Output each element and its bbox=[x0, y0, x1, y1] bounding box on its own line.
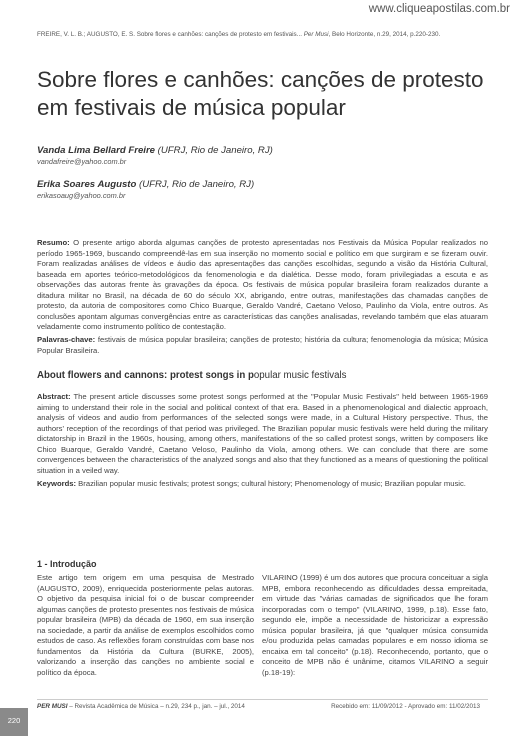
author-email[interactable]: vandafreire@yahoo.com.br bbox=[37, 157, 127, 166]
resumo-text: O presente artigo aborda algumas canções de protesto apresentadas nos Festivais da Música Popular realizados no período 1965-1969, buscando compreendê-las em sua inserção no momento social e político em que surgiram e se fizeram ouvir. Foram realizadas análises de vídeos e áudio das apresentações das canções escolhidas, segundo a visão da História Cultural, baseada em aportes teórico-metodológicos da fenomenologia e da dialética. Desse modo, foram privilegiadas a escuta e as observações das autoras frente às gravações da época. Os festivais de música popular brasileira foram realizados durante a ditadura militar no Brasil, na década de 60 do século XX, abrigando, entre outras, manifestações das chamadas canções de protesto, da autoria de compositores como Chico Buarque, Geraldo Vandré, Caetano Veloso, Paulinho da Viola, entre outros. As conclusões apontam algumas convergências entre as características das canções analisadas, revelando também que elas atuaram veladamente como instrumento político de contestação. bbox=[37, 238, 488, 332]
running-head-prefix: FREIRE, V. L. B.; AUGUSTO, E. S. Sobre flores e canhões: canções de protesto em festivais... bbox=[37, 31, 304, 38]
running-head-suffix: , Belo Horizonte, n.29, 2014, p.220-230. bbox=[328, 31, 441, 38]
footer-citation bbox=[37, 703, 245, 710]
intro-left-column: Este artigo tem origem em uma pesquisa de Mestrado (AUGUSTO, 2009), enriquecida posteriormente pelas autoras. O objetivo da pesquisa inicial foi o de buscar compreender algumas canções de protesto presentes nos festivais de música popular brasileira (MPB) da década de 1960, em sua inserção na sociedade, a partir da análise de exemplos escolhidos como estudos de caso. As reflexões foram construídas com base nos fundamentos da História da Cultura (BURKE, 2005), valorizando a inserção das canções no ambiente social e político da época. bbox=[37, 573, 254, 677]
watermark-url[interactable]: www.cliqueapostilas.com.br bbox=[368, 3, 510, 15]
resumo-label: Resumo: bbox=[37, 238, 70, 247]
footer-journal: PER MUSI bbox=[37, 703, 68, 710]
author-affiliation: (UFRJ, Rio de Janeiro, RJ) bbox=[155, 145, 273, 156]
author-name: Erika Soares Augusto bbox=[37, 179, 137, 190]
palavras-chave-paragraph bbox=[37, 335, 488, 356]
keywords-label: Keywords: bbox=[37, 479, 77, 488]
author-block-1 bbox=[37, 145, 477, 167]
author-block-2 bbox=[37, 179, 477, 201]
footer-dates: Recebido em: 11/09/2012 - Aprovado em: 11/02/2013 bbox=[331, 703, 480, 710]
footer-divider bbox=[37, 699, 488, 700]
palavras-chave-label: Palavras-chave: bbox=[37, 335, 96, 344]
running-head-journal: Per Musi bbox=[303, 31, 329, 38]
article-title: Sobre flores e canhões: canções de protesto em festivais de música popular bbox=[37, 67, 484, 120]
english-title-part1: About flowers and cannons: protest songs in p bbox=[37, 370, 254, 381]
author-name-line bbox=[37, 145, 477, 157]
author-email[interactable]: erikasoaug@yahoo.com.br bbox=[37, 191, 126, 200]
page-number: 220 bbox=[0, 708, 28, 736]
footer-details: – Revista Acadêmica de Música – n.29, 234 p., jan. – jul., 2014 bbox=[67, 703, 245, 710]
intro-right-column: VILARINO (1999) é um dos autores que procura conceituar a sigla MPB, embora reconhecendo as dificuldades dessa empreitada, em virtude das "várias camadas de significados que lhe foram incorporadas com o tempo" (VILARINO, 1999, p.18). Esse fato, segundo ele, impõe a necessidade de historicizar a expressão música popular brasileira, já que "qualquer música consumida e/ou produzida pelas camadas populares e em nosso idioma se encaixa em tal conceito" (p.18). Reconhecendo, portanto, que o conceito de MPB não é unânime, citamos VILARINO a seguir (p.18-19): bbox=[262, 573, 488, 677]
abstract-label: Abstract: bbox=[37, 392, 71, 401]
palavras-chave-text: festivais de música popular brasileira; canções de protesto; história da cultura; fenomenologia da música; Música Popular Brasileira. bbox=[37, 335, 488, 355]
author-affiliation: (UFRJ, Rio de Janeiro, RJ) bbox=[136, 179, 255, 190]
keywords-paragraph bbox=[37, 479, 488, 490]
english-title-part2: opular music festivals bbox=[253, 370, 347, 381]
author-name: Vanda Lima Bellard Freire bbox=[37, 145, 156, 156]
resumo-paragraph bbox=[37, 238, 488, 333]
running-head bbox=[37, 31, 497, 38]
author-name-line bbox=[37, 179, 477, 191]
abstract-paragraph bbox=[37, 392, 488, 476]
abstract-text: The present article discusses some protest songs performed at the "Popular Music Festivals" held between 1965-1969 aiming to understand their role in the social and political context of that era. Based in a phenomenological and dialectic approach, analysis of videos and audio from performances of the selected songs were made, in a Cultural History perspective. Thus, the authors' reception of the recordings of that period was privileged. The Brazilian popular music festivals were held during the military dictatorship in Brazil in the 1960s, housing, among others, manifestations of the so called protest songs, written by composers like Chico Buarque, Geraldo Vandré, Caetano Veloso, Paulinho da Viola, among others. We can conclude that there are some convergences between the characteristics of the analyzed songs and also that they functioned as a means of questioning the political situation in a veiled way. bbox=[37, 392, 488, 475]
section-title: 1 - Introdução bbox=[37, 559, 97, 569]
english-title bbox=[37, 370, 347, 381]
keywords-text: Brazilian popular music festivals; protest songs; cultural history; Phenomenology of music; Brazilian popular music. bbox=[76, 479, 466, 488]
